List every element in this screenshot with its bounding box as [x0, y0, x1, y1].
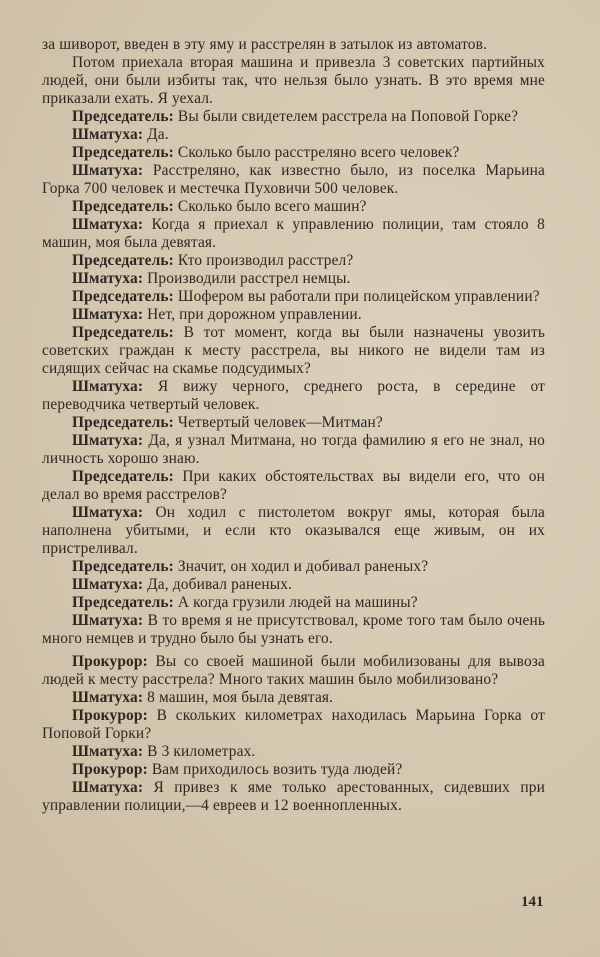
paragraph-text: В то время я не присутствовал, кроме того там было очень много немцев и трудно было бы узнать его. — [42, 612, 546, 647]
paragraph — [42, 743, 545, 761]
paragraph — [42, 144, 545, 162]
speaker-label: Председатель: — [72, 324, 174, 341]
paragraph — [42, 558, 545, 576]
paragraph — [42, 689, 545, 707]
paragraph — [42, 216, 545, 252]
paragraph — [42, 576, 545, 594]
paragraph-text: Я привез к яме только арестованных, сидевших при управлении полиции,—4 евреев и 12 военнопленных. — [42, 779, 545, 814]
paragraph-text: Он ходил с пистолетом вокруг ямы, которая была наполнена убитыми, и если кто оказывался еще живым, он их пристреливал. — [42, 504, 546, 557]
paragraph-text: Шофером вы работали при полицейском управлении? — [177, 288, 540, 305]
speaker-label: Председатель: — [72, 198, 174, 215]
speaker-label: Шматуха: — [72, 126, 144, 143]
paragraph — [42, 468, 545, 504]
paragraph-text: В 3 километрах. — [147, 743, 256, 760]
page-number: 141 — [521, 894, 544, 910]
paragraph-text: Производили расстрел немцы. — [147, 270, 351, 287]
paragraph — [42, 612, 545, 648]
paragraph — [42, 36, 545, 54]
paragraph-text: 8 машин, моя была девятая. — [147, 689, 334, 706]
paragraph — [42, 108, 545, 126]
speaker-label: Председатель: — [72, 414, 174, 431]
paragraph — [42, 126, 545, 144]
paragraph — [42, 162, 545, 198]
speaker-label: Прокурор: — [72, 761, 148, 778]
paragraph — [42, 707, 545, 743]
page-text — [42, 36, 545, 815]
paragraph-text: Вы со своей машиной были мобилизованы для вывоза людей к месту расстрела? Много таких машин было мобилизовано? — [42, 653, 546, 688]
paragraph-text: Сколько было расстреляно всего человек? — [177, 144, 460, 161]
paragraph — [42, 252, 545, 270]
paragraph — [42, 414, 545, 432]
paragraph-text: Кто производил расстрел? — [177, 252, 354, 269]
paragraph — [42, 198, 545, 216]
speaker-label: Шматуха: — [72, 432, 144, 449]
paragraph-text: Четвертый человек—Митман? — [177, 414, 383, 431]
speaker-label: Председатель: — [72, 468, 174, 485]
paragraph — [42, 378, 545, 414]
paragraph-text: Нет, при дорожном управлении. — [147, 306, 362, 323]
paragraph — [42, 288, 545, 306]
paragraph-text: Вам приходилось возить туда людей? — [151, 761, 403, 778]
paragraph — [42, 653, 545, 689]
speaker-label: Шматуха: — [72, 689, 144, 706]
speaker-label: Председатель: — [72, 288, 174, 305]
paragraph-text: Вы были свидетелем расстрела на Поповой Горке? — [177, 108, 519, 125]
paragraph-text: Да, я узнал Митмана, но тогда фамилию я его не знал, но личность хорошо знаю. — [42, 432, 545, 467]
paragraph-text: Сколько было всего машин? — [177, 198, 367, 215]
paragraph-text: В скольких километрах находилась Марьина Горка от Поповой Горки? — [42, 707, 546, 742]
paragraph-text: Да. — [147, 126, 169, 143]
speaker-label: Председатель: — [72, 252, 174, 269]
speaker-label: Шматуха: — [72, 162, 144, 179]
paragraph-text: за шиворот, введен в эту яму и расстрелян в затылок из автоматов. — [42, 36, 488, 53]
paragraph — [42, 270, 545, 288]
paragraph — [42, 324, 545, 378]
speaker-label: Шматуха: — [72, 612, 144, 629]
paragraph — [42, 306, 545, 324]
paragraph-text: Когда я приехал к управлению полиции, там стояло 8 машин, моя была девятая. — [42, 216, 545, 251]
paragraph-text: При каких обстоятельствах вы видели его, что он делал во время расстрелов? — [42, 468, 546, 503]
paragraph — [42, 594, 545, 612]
speaker-label: Шматуха: — [72, 743, 144, 760]
paragraph-text: Значит, он ходил и добивал раненых? — [177, 558, 429, 575]
speaker-label: Шматуха: — [72, 306, 144, 323]
speaker-label: Шматуха: — [72, 779, 144, 796]
speaker-label: Председатель: — [72, 558, 174, 575]
paragraph-text: Потом приехала вторая машина и привезла 3 советских партийных людей, они были избиты так, что нельзя было узнать. В это время мне приказали ехать. Я уехал. — [42, 54, 545, 107]
paragraph — [42, 761, 545, 779]
speaker-label: Прокурор: — [72, 653, 148, 670]
speaker-label: Шматуха: — [72, 378, 144, 395]
paragraph — [42, 504, 545, 558]
speaker-label: Шматуха: — [72, 576, 144, 593]
speaker-label: Шматуха: — [72, 270, 144, 287]
speaker-label: Председатель: — [72, 108, 174, 125]
paragraph-text: Я вижу черного, среднего роста, в середине от переводчика четвертый человек. — [42, 378, 545, 413]
paragraph-text: В тот момент, когда вы были назначены увозить советских граждан к месту расстрела, вы никого не видели там из сидящих сейчас на скамье подсудимых? — [42, 324, 545, 377]
paragraph-text: Да, добивал раненых. — [147, 576, 293, 593]
speaker-label: Прокурор: — [72, 707, 148, 724]
speaker-label: Шматуха: — [72, 216, 144, 233]
speaker-label: Председатель: — [72, 594, 174, 611]
paragraph-text: А когда грузили людей на машины? — [177, 594, 418, 611]
speaker-label: Шматуха: — [72, 504, 144, 521]
paragraph — [42, 54, 545, 108]
paragraph — [42, 779, 545, 815]
speaker-label: Председатель: — [72, 144, 174, 161]
paragraph — [42, 432, 545, 468]
paragraph-text: Расстреляно, как известно было, из поселка Марьина Горка 700 человек и местечка Пуховичи 500 человек. — [42, 162, 545, 197]
